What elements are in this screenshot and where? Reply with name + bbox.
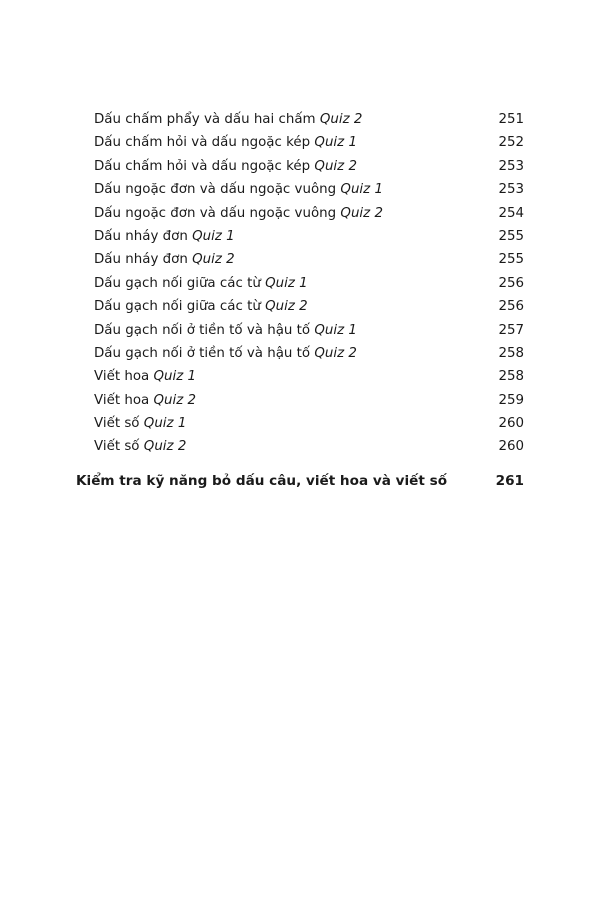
toc-entry-page: 251 xyxy=(498,112,524,127)
toc-entry-title: Dấu gạch nối ở tiền tố và hậu tố Quiz 2 xyxy=(94,345,357,361)
toc-entry-title: Dấu gạch nối ở tiền tố và hậu tố Quiz 1 xyxy=(94,322,357,338)
toc-entry[interactable] xyxy=(0,225,600,248)
toc-entry[interactable] xyxy=(0,342,600,365)
toc-entry[interactable] xyxy=(0,272,600,295)
toc-entry-page: 259 xyxy=(498,392,524,408)
toc-entry-page: 252 xyxy=(498,135,524,151)
toc-entry[interactable] xyxy=(0,295,600,318)
toc-section-title: Kiểm tra kỹ năng bỏ dấu câu, viết hoa và viết số xyxy=(76,472,448,489)
toc-entry-page: 255 xyxy=(498,252,524,268)
toc-entry-page: 253 xyxy=(498,158,524,174)
toc-entry-page: 254 xyxy=(498,205,524,221)
table-of-contents xyxy=(0,108,600,494)
toc-entry-title: Viết số Quiz 1 xyxy=(94,416,187,432)
toc-entry-page: 260 xyxy=(498,416,524,432)
toc-entry-title: Dấu gạch nối giữa các từ Quiz 2 xyxy=(94,299,308,315)
toc-entry-page: 258 xyxy=(498,345,524,361)
toc-entry-title: Viết hoa Quiz 1 xyxy=(94,369,197,385)
toc-entry-title: Dấu chấm phẩy và dấu hai chấm Quiz 2 xyxy=(94,112,363,127)
toc-entry-page: 258 xyxy=(498,369,524,385)
toc-entry[interactable] xyxy=(0,319,600,342)
toc-entry-title: Dấu ngoặc đơn và dấu ngoặc vuông Quiz 1 xyxy=(94,182,383,198)
toc-entry-title: Dấu nháy đơn Quiz 2 xyxy=(94,252,235,268)
toc-entry-page: 256 xyxy=(498,299,524,315)
toc-entry[interactable] xyxy=(0,131,600,154)
toc-entry[interactable] xyxy=(0,435,600,458)
toc-entry-page: 260 xyxy=(498,439,524,455)
toc-entry-page: 253 xyxy=(498,182,524,198)
toc-entry-page: 257 xyxy=(498,322,524,338)
toc-section-page: 261 xyxy=(495,472,524,489)
toc-entry-page: 255 xyxy=(498,228,524,244)
toc-entry-title: Dấu nháy đơn Quiz 1 xyxy=(94,228,235,244)
toc-entry[interactable] xyxy=(0,202,600,225)
toc-entry-title: Dấu ngoặc đơn và dấu ngoặc vuông Quiz 2 xyxy=(94,205,383,221)
toc-entry[interactable] xyxy=(0,412,600,435)
toc-entry-title: Viết số Quiz 2 xyxy=(94,439,187,455)
toc-entry[interactable] xyxy=(0,178,600,201)
toc-entry-title: Dấu chấm hỏi và dấu ngoặc kép Quiz 2 xyxy=(94,158,357,174)
toc-entry-title: Viết hoa Quiz 2 xyxy=(94,392,197,408)
toc-entry[interactable] xyxy=(0,155,600,178)
toc-entry[interactable] xyxy=(0,248,600,271)
toc-section-heading[interactable] xyxy=(0,468,600,494)
toc-entry-page: 256 xyxy=(498,275,524,291)
toc-entry[interactable] xyxy=(0,365,600,388)
toc-entry-title: Dấu chấm hỏi và dấu ngoặc kép Quiz 1 xyxy=(94,135,357,151)
toc-entry[interactable] xyxy=(0,108,600,131)
toc-entry[interactable] xyxy=(0,389,600,412)
toc-entry-title: Dấu gạch nối giữa các từ Quiz 1 xyxy=(94,275,308,291)
